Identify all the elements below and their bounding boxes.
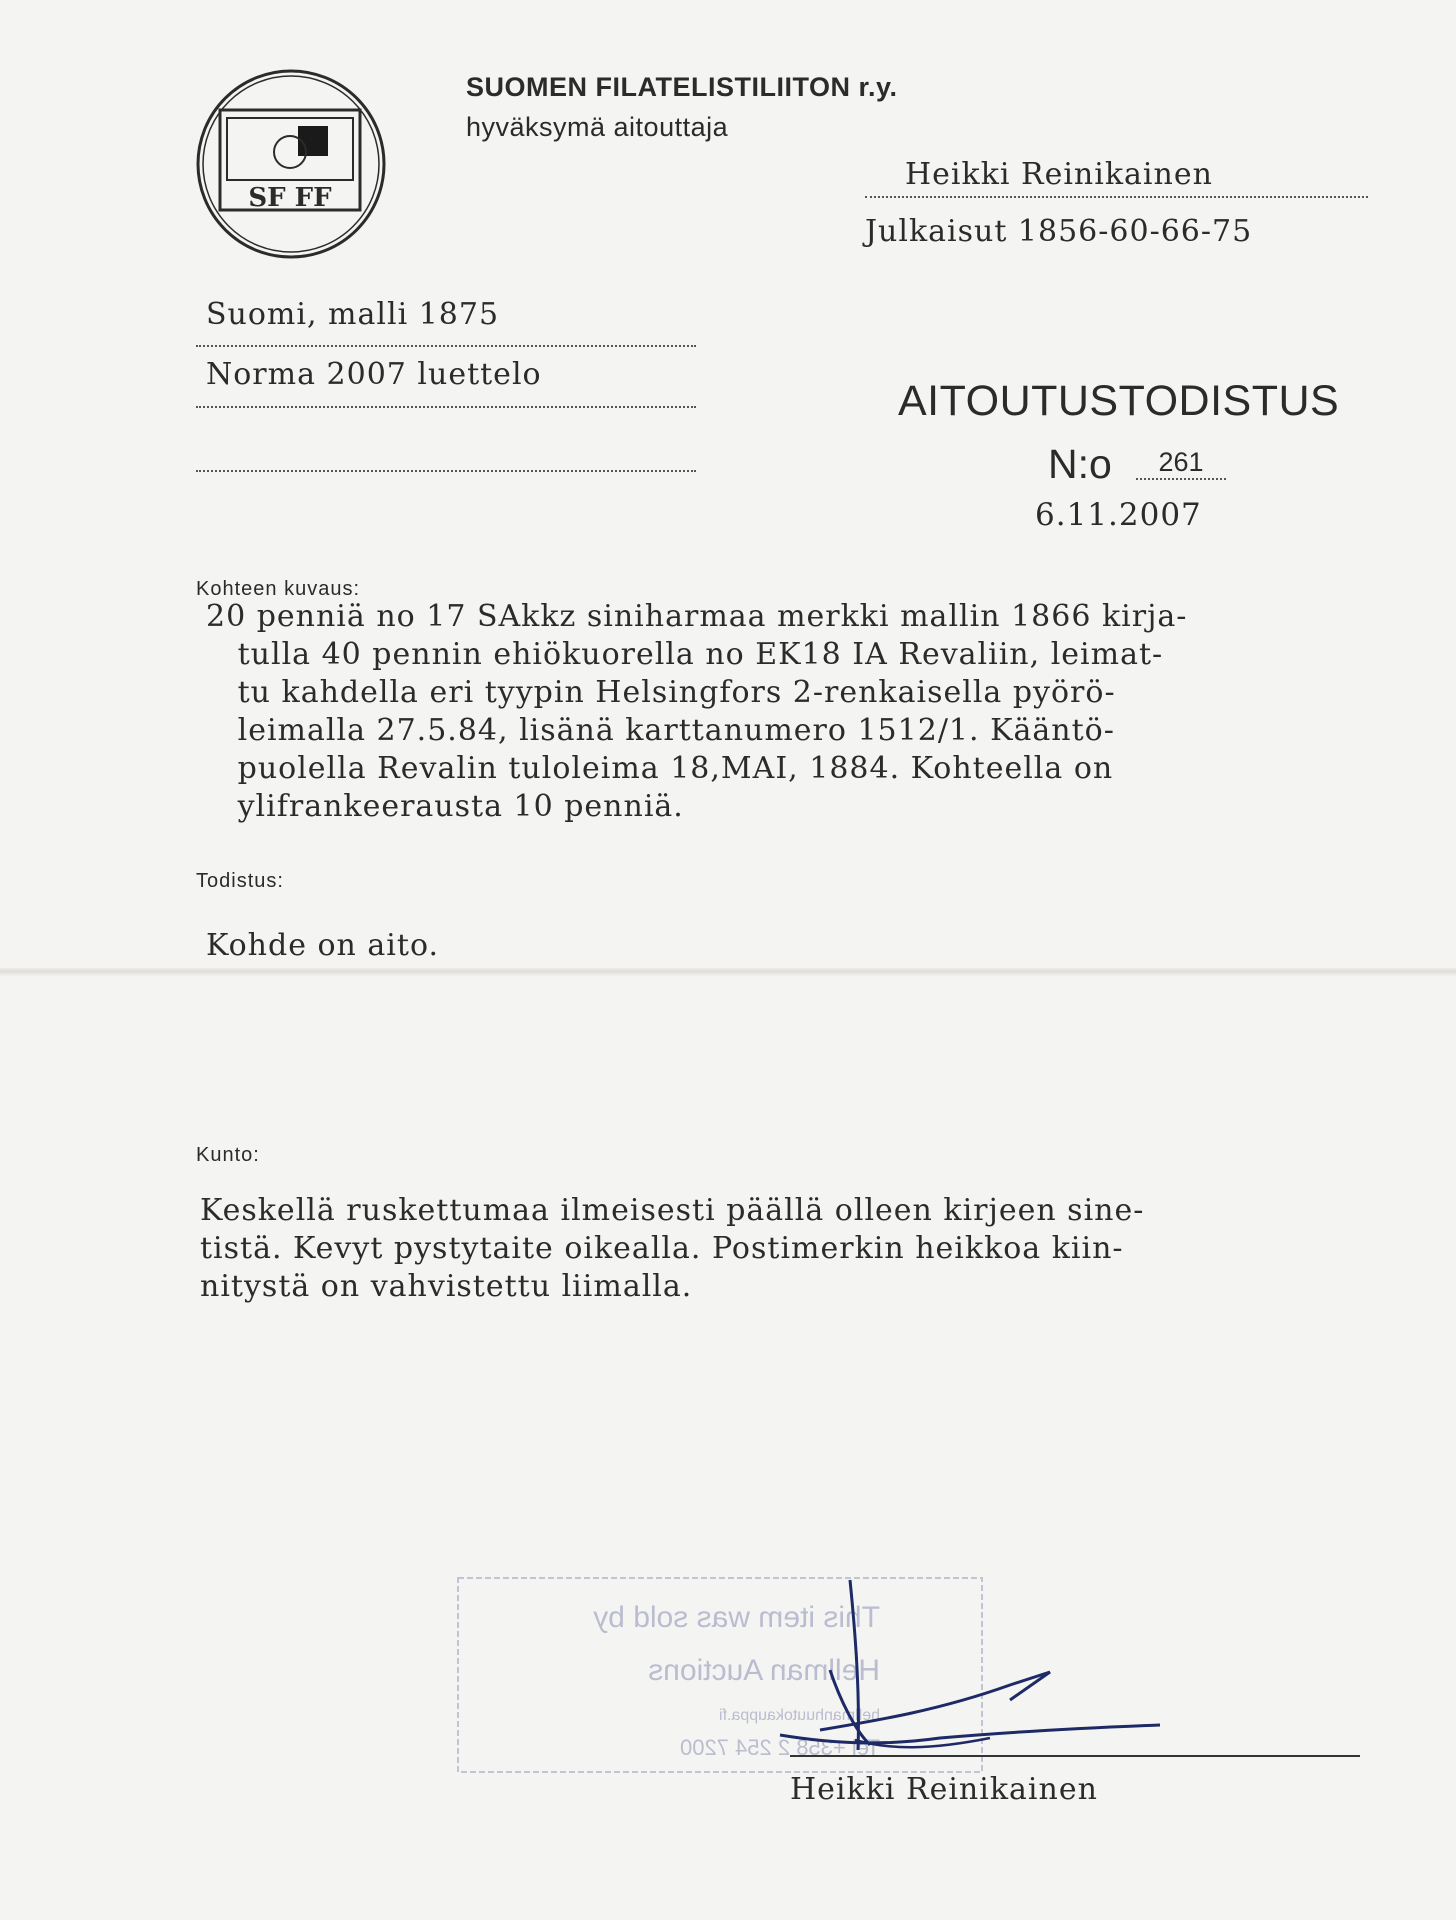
organization-subtitle: hyväksymä aitouttaja (466, 112, 729, 142)
kunto-label: Kunto: (196, 1144, 260, 1166)
todistus-text: Kohde on aito. (206, 928, 440, 963)
dotted-line (196, 345, 696, 347)
authenticator-name: Heikki Reinikainen (905, 157, 1213, 192)
certificate-number: 261 (1136, 441, 1226, 480)
signature-line (790, 1755, 1360, 1757)
description-line: tu kahdella eri tyypin Helsingfors 2-renkaisella pyörö- (206, 675, 1116, 710)
stamp-line: Tel +358 2 254 7200 (679, 1735, 880, 1760)
publications-field: Julkaisut 1856-60-66-75 (865, 214, 1253, 249)
description-text (206, 598, 1187, 826)
stamp-issue-field: Suomi, malli 1875 (206, 297, 500, 332)
sf-ff-logo-icon (195, 68, 387, 260)
description-line: 20 penniä no 17 SAkkz siniharmaa merkki mallin 1866 kirja- (206, 599, 1188, 634)
kunto-line: nitystä on vahvistettu liimalla. (200, 1269, 693, 1304)
catalogue-field: Norma 2007 luettelo (206, 357, 542, 392)
logo-text: SF FF (248, 183, 332, 213)
paper-fold-line (0, 968, 1456, 976)
description-label: Kohteen kuvaus: (196, 578, 360, 600)
dotted-line (865, 196, 1368, 198)
stamp-line: This item was sold by (593, 1601, 880, 1634)
dotted-line (196, 470, 696, 472)
todistus-label: Todistus: (196, 870, 284, 892)
certificate-date: 6.11.2007 (1035, 497, 1202, 533)
description-line: ylifrankeerausta 10 penniä. (206, 789, 684, 824)
stamp-line: Hellman Auctions (648, 1654, 880, 1687)
description-line: tulla 40 pennin ehiökuorella no EK18 IA Revaliin, leimat- (206, 637, 1164, 672)
kunto-line: Keskellä ruskettumaa ilmeisesti päällä olleen kirjeen sine- (200, 1193, 1145, 1228)
signatory-name: Heikki Reinikainen (790, 1772, 1098, 1807)
handwritten-signature (760, 1560, 1180, 1760)
description-line: leimalla 27.5.84, lisänä karttanumero 1512/1. Kääntö- (206, 713, 1115, 748)
dotted-line (196, 406, 696, 408)
certificate-number-label: N:o (1048, 441, 1112, 487)
organization-name: SUOMEN FILATELISTILIITON r.y. (466, 72, 898, 102)
description-line: puolella Revalin tuloleima 18,MAI, 1884. Kohteella on (206, 751, 1114, 786)
kunto-text (200, 1192, 1144, 1306)
stamp-line: hellmanhuutokauppa.fi (718, 1707, 880, 1724)
certificate-title: AITOUTUSTODISTUS (898, 377, 1340, 425)
kunto-line: tistä. Kevyt pystytaite oikealla. Postimerkin heikkoa kiin- (200, 1231, 1124, 1266)
